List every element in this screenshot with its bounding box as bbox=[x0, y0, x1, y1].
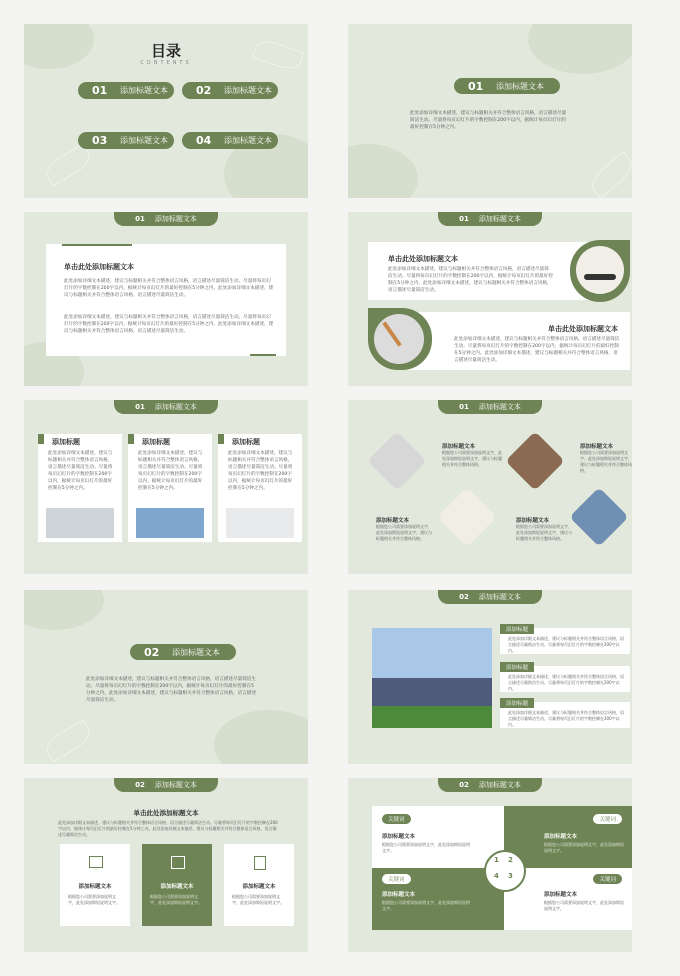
slide-three-cards[interactable] bbox=[24, 400, 308, 574]
photo-library bbox=[505, 431, 564, 490]
section-02-pill[interactable]: 02 添加标题文本 bbox=[130, 644, 236, 660]
slide-text-card[interactable] bbox=[24, 212, 308, 386]
photo-book bbox=[437, 487, 496, 546]
list-row-2: 添加标题 此处添加详细文本描述，建议与标题相关并符合整体语言风格，语言描述尽量简洁生动。尽量将每页幻灯片的字数控制在200字以内。 bbox=[500, 666, 630, 692]
quadrant-1: 关键词 添加标题文本 根据您公司需要添加说明文字，此处添加简短说明文字。 bbox=[372, 806, 504, 868]
section-01-pill[interactable]: 01 添加标题文本 bbox=[454, 78, 560, 94]
bg-blob bbox=[214, 710, 308, 764]
calendar-icon bbox=[171, 856, 185, 869]
header-pill: 01 添加标题文本 bbox=[114, 400, 218, 414]
slide-quadrants[interactable] bbox=[348, 778, 632, 952]
item-3: 添加标题文本 根据您公司需要添加说明文字，此处添加简短说明文字，建议与标题相关并符合整体风格。 bbox=[376, 518, 432, 541]
leaf-decoration bbox=[42, 143, 95, 186]
card-marker bbox=[128, 434, 134, 444]
toc-item-01[interactable]: 01 添加标题文本 bbox=[78, 82, 174, 99]
photo-documents bbox=[46, 508, 114, 538]
photo-book bbox=[570, 240, 630, 302]
icon-card-1: 添加标题文本 根据您公司需要添加说明文字，此处添加简短说明文字。 bbox=[60, 844, 130, 926]
list-row-3: 添加标题 此处添加详细文本描述，建议与标题相关并符合整体语言风格，语言描述尽量简洁生动。尽量将每页幻灯片的字数控制在200字以内。 bbox=[500, 702, 630, 728]
card-1: 添加标题 此处添加详细文本描述，建议与标题相关并符合整体语言风格，语言描述尽量简洁生动。尽量将每页幻灯片的字数控制在200字以内，据统计每页幻灯片的最好控制在5分钟之内。 bbox=[38, 434, 122, 542]
quadrant-4: 关键词 添加标题文本 根据您公司需要添加说明文字，此处添加简短说明文字。 bbox=[504, 868, 632, 930]
toc-title: 目录 bbox=[150, 42, 181, 60]
photo-desk bbox=[226, 508, 294, 538]
header-pill: 01 添加标题文本 bbox=[114, 212, 218, 226]
card-marker bbox=[218, 434, 224, 444]
bg-blob bbox=[348, 144, 418, 198]
slide-diamonds[interactable] bbox=[348, 400, 632, 574]
quadrant-2: 关键词 添加标题文本 根据您公司需要添加说明文字，此处添加简短说明文字。 bbox=[504, 806, 632, 868]
header-pill: 01 添加标题文本 bbox=[438, 400, 542, 414]
toc-item-04[interactable]: 04 添加标题文本 bbox=[182, 132, 278, 149]
leaf-decoration bbox=[587, 151, 632, 198]
text-card bbox=[46, 244, 286, 356]
toc-item-02[interactable]: 02 添加标题文本 bbox=[182, 82, 278, 99]
header-pill: 01 添加标题文本 bbox=[438, 212, 542, 226]
row-card-1: 单击此处添加标题文本 此处添加详细文本描述，建议与标题相关并符合整体语言风格，语言描述尽量简洁生动。尽量将每页幻灯片的字数控制在200字以内，据统计每页幻灯片的最好控制在5分钟之内。此处添加详细文本描述，建议与标题相关并符合整体语言风格，语言描述尽量简洁生动。 bbox=[368, 242, 630, 300]
bg-blob bbox=[528, 24, 632, 74]
toc-subtitle: CONTENTS bbox=[140, 60, 192, 66]
center-circle: 1 2 4 3 bbox=[484, 850, 526, 892]
header-pill: 02 添加标题文本 bbox=[438, 778, 542, 792]
icon-card-2: 添加标题文本 根据您公司需要添加说明文字，此处添加简短说明文字。 bbox=[142, 844, 212, 926]
list-row-1: 添加标题 此处添加详细文本描述，建议与标题相关并符合整体语言风格，语言描述尽量简洁生动。尽量将每页幻灯片的字数控制在200字以内。 bbox=[500, 628, 630, 654]
section-01-body: 此处添加详细文本描述，建议与标题相关并符合整体语言风格，语言描述尽量简洁生动。尽量将每页幻灯片的字数控制在200字以内，据统计每页幻灯片的最好控制在5分钟之内。 bbox=[410, 111, 567, 130]
card-title: 单击此处添加标题文本 bbox=[64, 263, 134, 271]
slide-section-01[interactable] bbox=[348, 24, 632, 198]
card-para-1: 此处添加详细文本描述，建议与标题相关并符合整体语言风格，语言描述尽量简洁生动。尽量将每页幻灯片的字数控制在200字以内，据统计每页幻灯片的最好控制在5分钟之内。此处添加详细文本描述，建议与标题相关并符合整体语言风格，语言描述尽量简洁生动。 bbox=[64, 279, 274, 298]
icon-card-3: 添加标题文本 根据您公司需要添加说明文字，此处添加简短说明文字。 bbox=[224, 844, 294, 926]
item-1: 添加标题文本 根据您公司需要添加说明文字，此处添加简短说明文字，建议与标题相关并符合整体风格。 bbox=[442, 444, 502, 467]
photo-graduation bbox=[372, 628, 492, 728]
photo-pencil bbox=[367, 431, 426, 490]
accent-line bbox=[62, 244, 132, 246]
row-card-2: 单击此处添加标题文本 此处添加详细文本描述，建议与标题相关并符合整体语言风格，语言描述尽量简洁生动。尽量将每页幻灯片的字数控制在200字以内，据统计每页幻灯片的最好控制在5分钟之内。此处添加详细文本描述，建议与标题相关并符合整体语言风格，语言描述尽量简洁生动。 bbox=[368, 312, 630, 370]
presenter-icon bbox=[89, 856, 103, 868]
section-02-body: 此处添加详细文本描述，建议与标题相关并符合整体语言风格，语言描述尽量简洁生动。尽量将每页幻灯片的字数控制在200字以内，据统计每页幻灯片的最好控制在5分钟之内。此处添加详细文本描述，建议与标题相关并符合整体语言风格，语言描述尽量简洁生动。 bbox=[86, 677, 256, 703]
header-pill: 02 添加标题文本 bbox=[438, 590, 542, 604]
card-marker bbox=[38, 434, 44, 444]
card-2: 添加标题 此处添加详细文本描述，建议与标题相关并符合整体语言风格，语言描述尽量简洁生动。尽量将每页幻灯片的字数控制在200字以内，据统计每页幻灯片的最好控制在5分钟之内。 bbox=[128, 434, 212, 542]
quadrant-3: 关键词 添加标题文本 根据您公司需要添加说明文字，此处添加简短说明文字。 bbox=[372, 868, 504, 930]
leaf-decoration bbox=[42, 719, 95, 762]
slide-icon-cards[interactable] bbox=[24, 778, 308, 952]
checklist-icon bbox=[254, 856, 266, 870]
slide-title: 单击此处添加标题文本 bbox=[133, 809, 199, 817]
bg-blob bbox=[24, 590, 104, 630]
card-para-2: 此处添加详细文本描述，建议与标题相关并符合整体语言风格，语言描述尽量简洁生动。尽量将每页幻灯片的字数控制在200字以内，据统计每页幻灯片的最好控制在5分钟之内。此处添加详细文本描述，建议与标题相关并符合整体语言风格，语言描述尽量简洁生动。 bbox=[64, 315, 274, 334]
accent-line bbox=[250, 354, 276, 356]
photo-graduation bbox=[569, 487, 628, 546]
item-4: 添加标题文本 根据您公司需要添加说明文字，此处添加简短说明文字，建议与标题相关并符合整体风格。 bbox=[516, 518, 572, 541]
photo-pencil bbox=[368, 308, 432, 370]
item-2: 添加标题文本 根据您公司需要添加说明文字，此处添加简短说明文字，建议与标题相关并符合整体风格。 bbox=[580, 444, 632, 473]
header-pill: 02 添加标题文本 bbox=[114, 778, 218, 792]
slide-two-rows[interactable] bbox=[348, 212, 632, 386]
photo-building bbox=[136, 508, 204, 538]
toc-item-03[interactable]: 03 添加标题文本 bbox=[78, 132, 174, 149]
slide-body: 此处添加详细文本描述，建议与标题相关并符合整体语言风格，语言描述尽量简洁生动。尽量将每页幻灯片的字数控制在200字以内，据统计每页幻灯片的最好控制在5分钟之内。此处添加详细文本描述，建议与标题相关并符合整体语言风格，语言描述尽量简洁生动。 bbox=[58, 820, 278, 837]
slide-toc[interactable] bbox=[24, 24, 308, 198]
card-3: 添加标题 此处添加详细文本描述，建议与标题相关并符合整体语言风格，语言描述尽量简洁生动。尽量将每页幻灯片的字数控制在200字以内，据统计每页幻灯片的最好控制在5分钟之内。 bbox=[218, 434, 302, 542]
slide-section-02[interactable] bbox=[24, 590, 308, 764]
slide-photo-list[interactable] bbox=[348, 590, 632, 764]
